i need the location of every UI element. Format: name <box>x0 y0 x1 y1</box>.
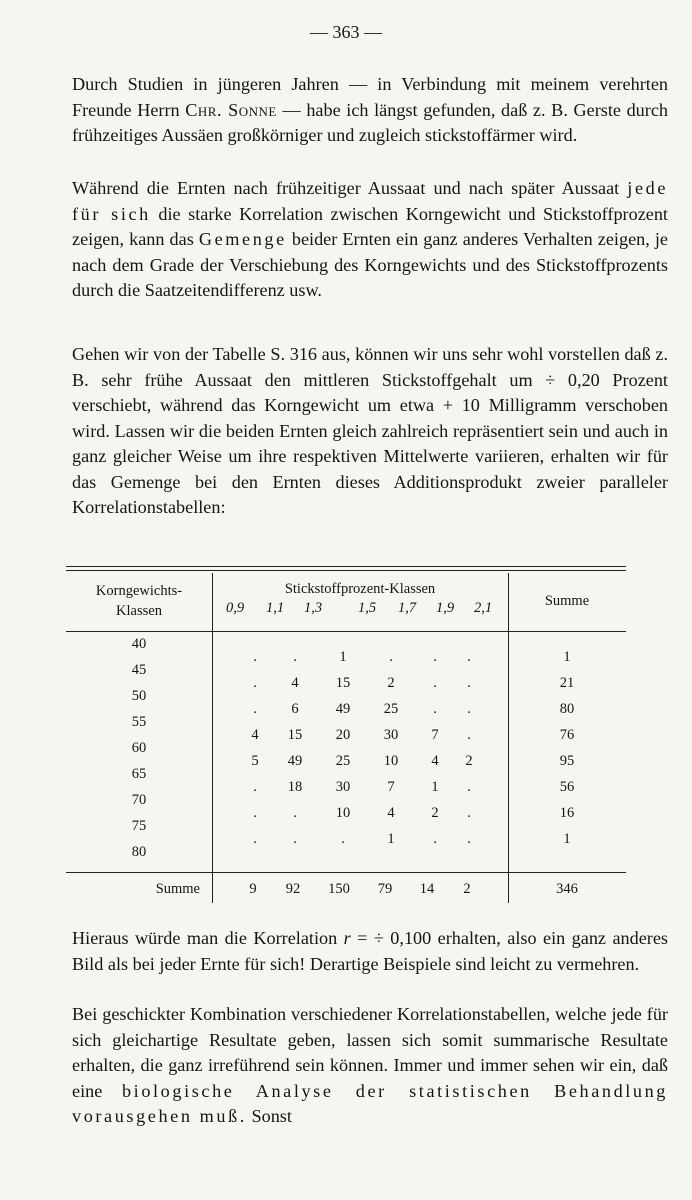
weight-class: 55 <box>131 714 147 730</box>
nitrogen-class: 0,9 <box>225 600 245 616</box>
nitrogen-class: 1,5 <box>357 600 377 616</box>
table-cell: 25 <box>335 753 351 769</box>
table-cell: . <box>253 831 257 847</box>
table-cell: . <box>253 649 257 665</box>
column-divider <box>212 873 213 903</box>
column-sum: 92 <box>285 881 301 897</box>
weight-class: 45 <box>131 662 147 678</box>
paragraph-4 <box>72 926 668 977</box>
table-cell: 5 <box>251 753 259 769</box>
column-sum: 14 <box>419 881 435 897</box>
correlation-table <box>66 566 626 911</box>
correlation-symbol: r <box>343 928 351 948</box>
table-cell: . <box>467 675 471 691</box>
table-header <box>66 571 626 631</box>
paragraph-5-part-a: Bei geschickter Kombination verschiedener Korrelationstabellen, welche jede für sich gleichartige Resultate geben, lassen sich somit summarische Resultate erhalten, die ganz irreführend sein können. Immer und immer sehen wir ein, daß eine <box>72 1004 668 1101</box>
column-sum: 150 <box>328 881 350 897</box>
row-sum: 95 <box>559 753 575 769</box>
weight-class: 60 <box>131 740 147 756</box>
nitrogen-class: 1,9 <box>435 600 455 616</box>
table-cell: 2 <box>387 675 395 691</box>
paragraph-1-part-a: Durch Studien in jüngeren Jahren — in Verbindung mit meinem verehrten Freunde Herrn <box>72 74 668 120</box>
table-cell: . <box>467 779 471 795</box>
spaced-emphasis: jede für sich <box>72 178 668 224</box>
nitrogen-class: 1,7 <box>397 600 417 616</box>
table-cell: 15 <box>287 727 303 743</box>
weight-class: 50 <box>131 688 147 704</box>
table-cell: 7 <box>431 727 439 743</box>
paragraph-2 <box>72 176 668 304</box>
sum-header: Summe <box>544 593 590 609</box>
table-cell: 1 <box>387 831 395 847</box>
table-body <box>66 632 626 872</box>
table-cell: 1 <box>339 649 347 665</box>
table-cell: . <box>433 675 437 691</box>
column-sum: 79 <box>377 881 393 897</box>
row-sum: 21 <box>559 675 575 691</box>
table-cell: . <box>293 805 297 821</box>
page-number: — 363 — <box>310 22 382 42</box>
table-cell: 4 <box>431 753 439 769</box>
table-cell: . <box>253 805 257 821</box>
table-cell: 20 <box>335 727 351 743</box>
table-cell: 30 <box>383 727 399 743</box>
spaced-emphasis-gemenge: Gemenge <box>198 229 287 249</box>
weight-class: 80 <box>131 844 147 860</box>
weight-class: 75 <box>131 818 147 834</box>
footer-label: Summe <box>155 881 200 897</box>
column-divider <box>212 632 213 872</box>
paragraph-3: Gehen wir von der Tabelle S. 316 aus, können wir uns sehr wohl vorstellen daß z. B. sehr frühe Aussaat den mittleren Stickstoffgehalt um ÷ 0,20 Prozent verschiebt, während das Korngewicht um etwa + 10 Milligramm verschoben wird. Lassen wir die beiden Ernten gleich zahlreich repräsentiert sein und auch in ganz gleicher Weise um ihre respektiven Mittelwerte variieren, erhalten wir für das Gemenge bei den Ernten dieses Additionsprodukt zweier paralleler Korrelationstabellen: <box>72 344 668 517</box>
row-sum: 56 <box>559 779 575 795</box>
row-header-line-1: Korngewichts- <box>95 583 183 599</box>
person-name: Chr. Sonne <box>185 99 277 120</box>
paragraph-5-part-b: Sonst <box>246 1106 292 1126</box>
table-cell: . <box>293 831 297 847</box>
row-sum: 1 <box>563 831 571 847</box>
table-cell: 7 <box>387 779 395 795</box>
spaced-emphasis-analysis: biologische Analyse der statistischen Behandlung vorausgehen muß. <box>72 1080 668 1126</box>
table-cell: . <box>467 831 471 847</box>
column-divider <box>508 573 509 631</box>
table-cell: 2 <box>465 753 473 769</box>
paragraph-5 <box>72 1002 668 1130</box>
table-cell: . <box>433 831 437 847</box>
weight-class: 40 <box>131 636 147 652</box>
table-cell: 4 <box>387 805 395 821</box>
row-sum: 80 <box>559 701 575 717</box>
table-cell: . <box>253 779 257 795</box>
table-cell: . <box>389 649 393 665</box>
table-cell: 6 <box>291 701 299 717</box>
table-cell: . <box>467 649 471 665</box>
table-cell: 10 <box>383 753 399 769</box>
column-sum: 9 <box>249 881 257 897</box>
nitrogen-class: 1,1 <box>265 600 285 616</box>
table-cell: 2 <box>431 805 439 821</box>
row-sum: 76 <box>559 727 575 743</box>
table-cell: . <box>467 727 471 743</box>
table-cell: 49 <box>287 753 303 769</box>
table-cell: 4 <box>251 727 259 743</box>
column-group-header <box>212 581 508 618</box>
table-cell: . <box>467 805 471 821</box>
paragraph-1 <box>72 72 668 149</box>
table-cell: 49 <box>335 701 351 717</box>
table-cell: . <box>433 701 437 717</box>
paragraph-2-part-b: die starke Korrelation zwischen Korngewicht und Stickstoffprozent zeigen, kann das <box>72 203 668 249</box>
nitrogen-class: 1,3 <box>303 600 323 616</box>
table-cell: 10 <box>335 805 351 821</box>
paragraph-1-part-b: — habe ich längst gefunden, daß z. B. Gerste durch frühzeitiges Aussäen großkörniger und zugleich stickstoffärmer wird. <box>72 99 668 145</box>
weight-class: 70 <box>131 792 147 808</box>
row-sum: 16 <box>559 805 575 821</box>
column-sum: 2 <box>463 881 471 897</box>
table-cell: 4 <box>291 675 299 691</box>
table-cell: 1 <box>431 779 439 795</box>
row-header <box>66 581 212 621</box>
nitrogen-class-labels <box>212 598 508 618</box>
row-sum: 1 <box>563 649 571 665</box>
paragraph-4-part-b: = ÷ 0,100 erhalten, also ein ganz anderes Bild als bei jeder Ernte für sich! Derartige Beispiele sind leicht zu vermehren. <box>72 928 668 974</box>
table-cell: . <box>293 649 297 665</box>
table-cell: . <box>253 701 257 717</box>
nitrogen-class: 2,1 <box>473 600 493 616</box>
paragraph-2-part-a: Während die Ernten nach frühzeitiger Aussaat und nach später Aussaat <box>72 178 628 198</box>
paragraph-2-part-c: beider Ernten ein ganz anderes Verhalten zeigen, je nach dem Grade der Verschiebung des Korngewichts und des Stickstoffprozents durch die Saatzeitendifferenz usw. <box>72 229 669 300</box>
grand-total: 346 <box>556 881 578 897</box>
table-cell: . <box>433 649 437 665</box>
table-cell: 30 <box>335 779 351 795</box>
row-header-line-2: Klassen <box>116 603 162 619</box>
table-cell: . <box>341 831 345 847</box>
column-group-title: Stickstoffprozent-Klassen <box>284 581 436 597</box>
table-cell: 25 <box>383 701 399 717</box>
weight-class: 65 <box>131 766 147 782</box>
table-cell: . <box>253 675 257 691</box>
table-cell: 18 <box>287 779 303 795</box>
table-cell: . <box>467 701 471 717</box>
paragraph-4-part-a: Hieraus würde man die Korrelation <box>72 928 344 948</box>
table-footer <box>66 873 626 911</box>
column-divider <box>212 573 213 631</box>
table-cell: 15 <box>335 675 351 691</box>
